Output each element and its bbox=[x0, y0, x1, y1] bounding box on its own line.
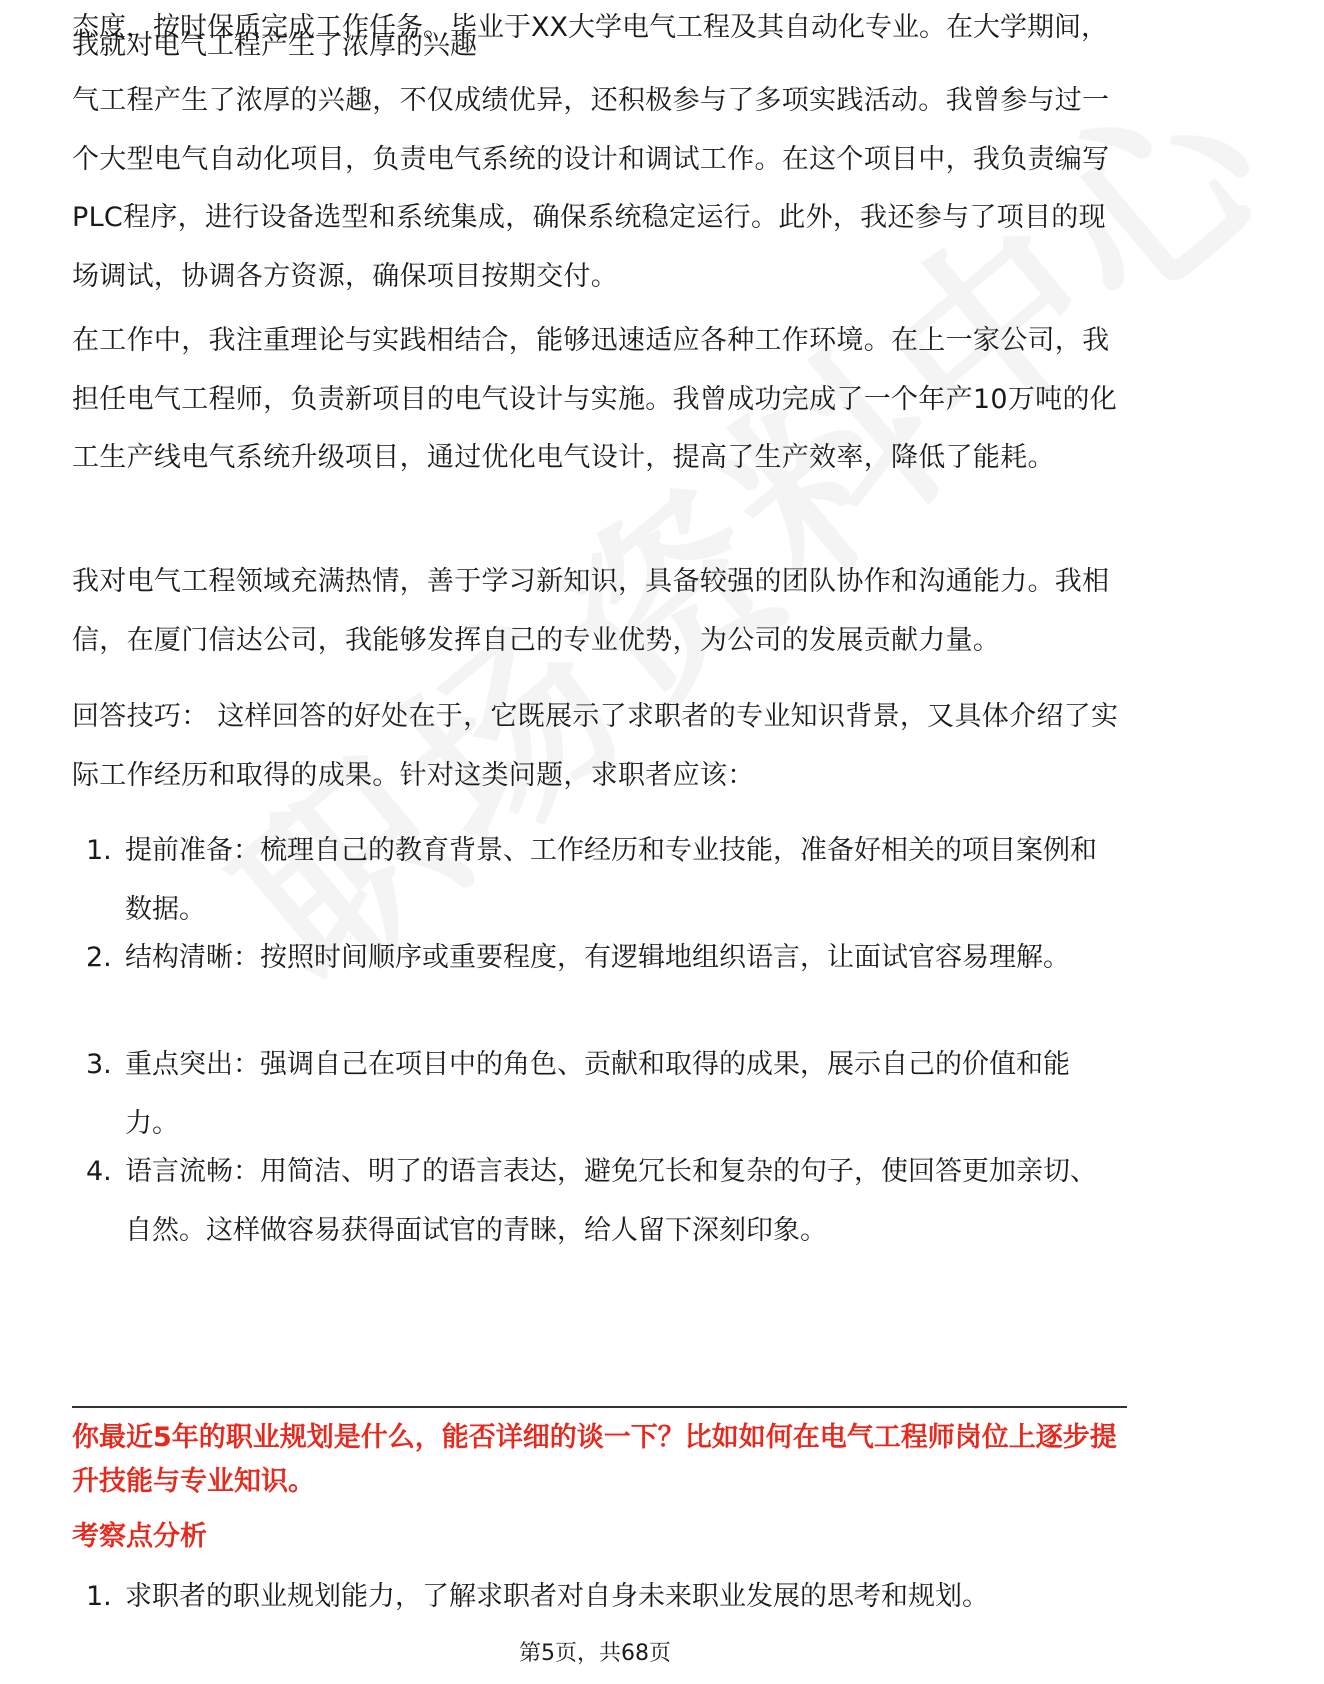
cut-off-text: 态度，按时保质完成工作任务。毕业于XX大学电气工程及其自动化专业。在大学期间，我就对电气工程产生了浓厚的兴趣 bbox=[72, 12, 1108, 61]
interview-question: 你最近5年的职业规划是什么，能否详细的谈一下？比如如何在电气工程师岗位上逐步提升技能与专业知识。 bbox=[72, 1422, 1117, 1497]
paragraph-experience: 气工程产生了浓厚的兴趣，不仅成绩优异，还积极参与了多项实践活动。我曾参与过一个大型电气自动化项目，负责电气系统的设计和调试工作。在这个项目中，我负责编写PLC程序，进行设备选型和系统集成，确保系统稳定运行。此外，我还参与了项目的现场调试，协调各方资源，确保项目按期交付。 bbox=[72, 85, 1110, 292]
list-number: 4. bbox=[86, 1156, 112, 1187]
list-text: 提前准备：梳理自己的教育背景、工作经历和专业技能，准备好相关的项目案例和数据。 bbox=[125, 835, 1097, 925]
list-number: 2. bbox=[86, 942, 112, 973]
paragraph-work: 在工作中，我注重理论与实践相结合，能够迅速适应各种工作环境。在上一家公司，我担任电气工程师，负责新项目的电气设计与实施。我曾成功完成了一个年产10万吨的化工生产线电气系统升级项目，通过优化电气设计，提高了生产效率，降低了能耗。 bbox=[72, 325, 1118, 473]
analysis-heading: 考察点分析 bbox=[72, 1521, 207, 1552]
list-text: 求职者的职业规划能力，了解求职者对自身未来职业发展的思考和规划。 bbox=[125, 1581, 989, 1612]
list-number: 1. bbox=[86, 1581, 112, 1612]
list-text: 语言流畅：用简洁、明了的语言表达，避免冗长和复杂的句子，使回答更加亲切、自然。这样做容易获得面试官的青睐，给人留下深刻印象。 bbox=[125, 1156, 1097, 1246]
list-number: 3. bbox=[86, 1049, 112, 1080]
paragraph-tips-intro: 回答技巧： 这样回答的好处在于，它既展示了求职者的专业知识背景，又具体介绍了实际工作经历和取得的成果。针对这类问题，求职者应该： bbox=[72, 701, 1119, 791]
paragraph-passion: 我对电气工程领域充满热情，善于学习新知识，具备较强的团队协作和沟通能力。我相信，在厦门信达公司，我能够发挥自己的专业优势，为公司的发展贡献力量。 bbox=[72, 566, 1110, 656]
list-number: 1. bbox=[86, 835, 112, 866]
page-footer: 第5页，共68页 bbox=[519, 1641, 671, 1666]
list-text: 重点突出：强调自己在项目中的角色、贡献和取得的成果，展示自己的价值和能力。 bbox=[125, 1049, 1070, 1139]
section-divider bbox=[72, 1406, 1127, 1408]
list-text: 结构清晰：按照时间顺序或重要程度，有逻辑地组织语言，让面试官容易理解。 bbox=[125, 942, 1070, 973]
cut-off-line bbox=[72, 12, 1122, 61]
